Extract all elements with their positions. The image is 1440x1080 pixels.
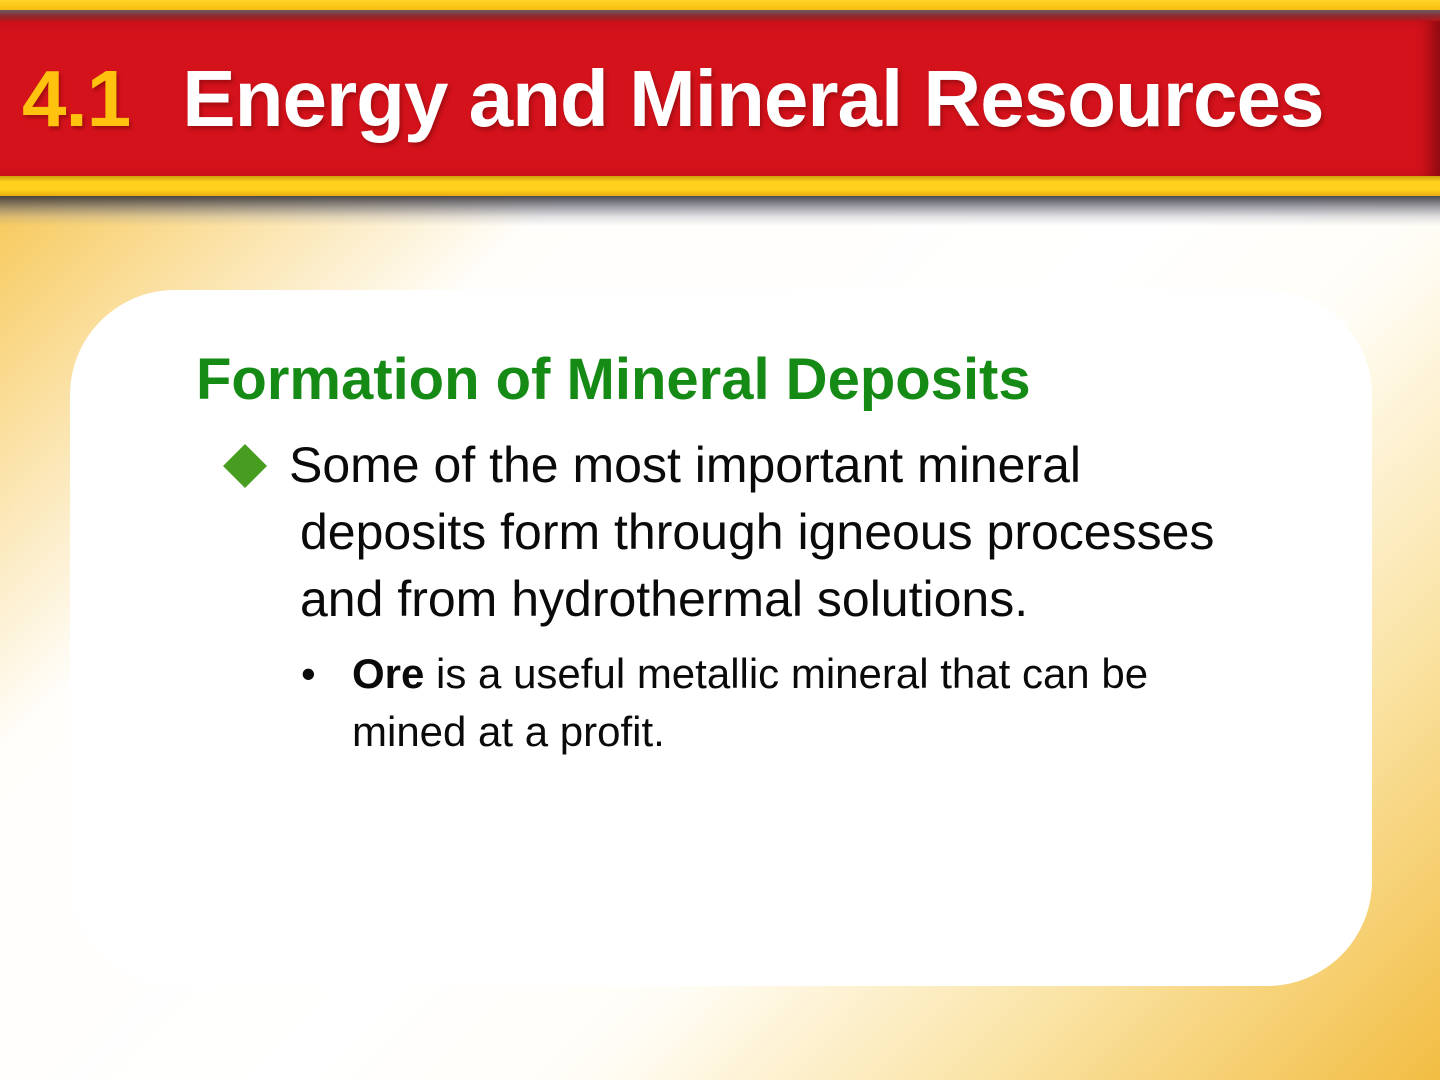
header-drop-shadow <box>0 196 1440 226</box>
bullet-line: Some of the most important mineral <box>289 437 1081 493</box>
bullet-paragraph <box>289 432 1214 633</box>
ore-term: Ore <box>352 650 425 697</box>
bullet-line: deposits form through igneous processes <box>300 504 1215 560</box>
slide-title: Energy and Mineral Resources <box>182 53 1324 143</box>
header-dark-divider <box>0 10 1440 21</box>
sub-bullet-line <box>352 645 1148 703</box>
bullet-line: and from hydrothermal solutions. <box>300 571 1029 627</box>
header-bottom-gold-bar <box>0 176 1440 196</box>
header-top-gold-bar <box>0 0 1440 10</box>
sub-bullet-line-rest: is a useful metallic mineral that can be <box>424 650 1149 697</box>
dot-bullet-icon: • <box>301 650 316 697</box>
header-title-row <box>0 21 1440 176</box>
section-number: 4.1 <box>22 53 131 143</box>
sub-bullet-line: mined at a profit. <box>352 708 665 755</box>
sub-bullet-paragraph <box>352 645 1148 761</box>
content-heading: Formation of Mineral Deposits <box>196 347 1031 412</box>
